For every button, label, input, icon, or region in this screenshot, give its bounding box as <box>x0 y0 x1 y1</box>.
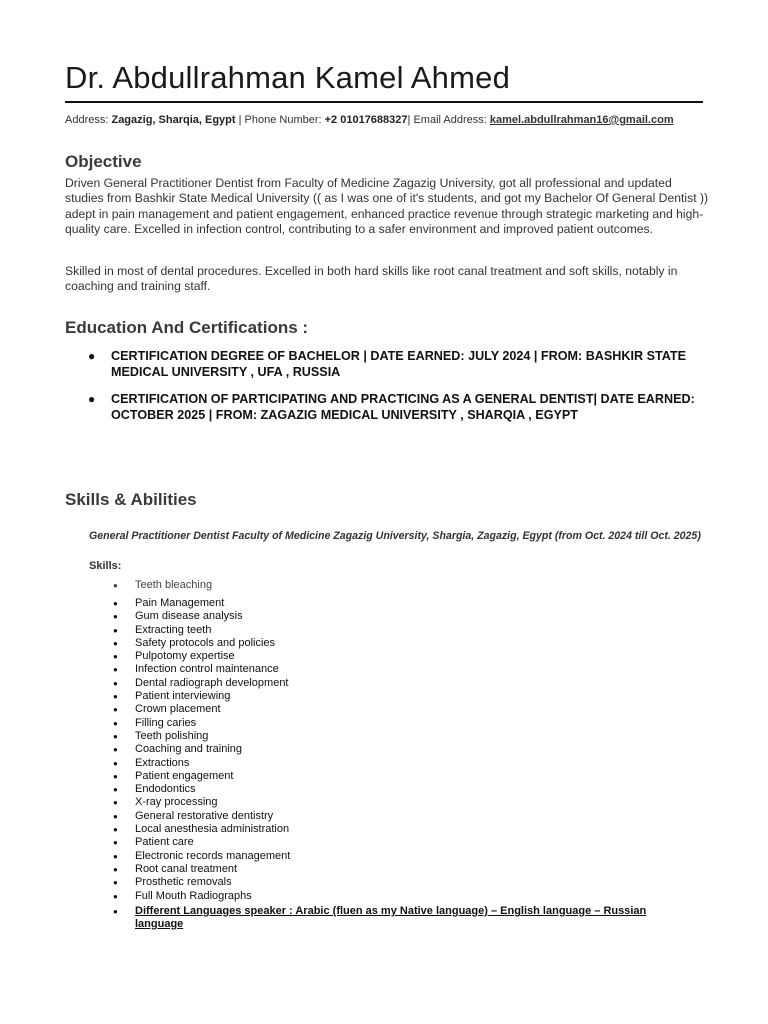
skill-item <box>113 597 693 610</box>
bullet-icon: ● <box>113 599 118 608</box>
bullet-icon: ● <box>113 625 118 635</box>
job-title: General Practitioner Dentist Faculty of Medicine Zagazig University, Shargia, Zagazig, Egypt (from Oct. 2024 till Oct. 2025) <box>89 530 701 542</box>
bullet-icon: ● <box>113 907 118 916</box>
bullet-icon: ● <box>113 745 118 755</box>
skill-item <box>113 690 693 703</box>
skill-item-text: Patient engagement <box>135 769 234 782</box>
title-divider <box>65 101 703 103</box>
bullet-icon: ● <box>113 851 118 861</box>
bullet-icon: ● <box>113 612 118 622</box>
address-value: Zagazig, Sharqia, Egypt <box>111 114 236 126</box>
skill-item <box>113 624 693 637</box>
skill-item <box>113 850 693 863</box>
skill-item-text: Extracting teeth <box>135 623 212 636</box>
bullet-icon: ● <box>113 638 118 648</box>
bullet-icon: ● <box>113 798 118 808</box>
education-item-text: CERTIFICATION OF PARTICIPATING AND PRACTICING AS A GENERAL DENTIST| DATE EARNED: OCTOBER 2025 | FROM: ZAGAZIG MEDICAL UNIVERSITY , SHARQIA , EGYPT <box>111 392 695 422</box>
skill-item-text: Crown placement <box>135 703 221 716</box>
objective-paragraph-1: Driven General Practitioner Dentist from Faculty of Medicine Zagazig University, got all professional and updated studies from Bashkir State Medical University (( as I was one of it's students, and got my Bachelor Of General Dentist )) adept in pain management and patient engagement, enhanced practice revenue through strategic marketing and high-quality care. Excelled in infection control, contributing to a safer environment and improved patient outcomes. <box>65 176 709 237</box>
skill-item-text: Filling caries <box>135 716 197 729</box>
bullet-icon: ● <box>113 811 118 821</box>
skill-item <box>113 876 693 889</box>
bullet-icon: ● <box>113 718 118 728</box>
skill-item-text: Full Mouth Radiographs <box>135 889 252 902</box>
bullet-icon: ● <box>113 878 118 888</box>
skill-item-text: Root canal treatment <box>135 862 238 875</box>
skill-item <box>113 717 693 730</box>
skill-item-text: Local anesthesia administration <box>135 823 290 836</box>
education-item <box>88 348 708 380</box>
bullet-icon: ● <box>113 771 118 781</box>
skill-item <box>113 890 693 903</box>
bullet-icon: ● <box>113 864 118 874</box>
skill-item <box>113 836 693 849</box>
bullet-icon: ● <box>113 838 118 848</box>
skills-heading: Skills & Abilities <box>65 490 197 509</box>
education-heading: Education And Certifications : <box>65 318 309 337</box>
skills-label: Skills: <box>89 560 122 572</box>
skill-item-text: Patient interviewing <box>135 690 231 703</box>
languages-text: Different Languages speaker : Arabic (fluen as my Native language) – English language – Russian language <box>135 905 647 930</box>
skill-item <box>113 730 693 743</box>
skill-item <box>113 663 693 676</box>
skill-item <box>113 650 693 663</box>
skill-item-text: Dental radiograph development <box>135 676 289 689</box>
skill-item-text: Endodontics <box>135 783 196 796</box>
skill-item-text: General restorative dentistry <box>135 809 274 822</box>
address-label: Address: <box>65 114 112 126</box>
bullet-icon: ● <box>88 349 96 363</box>
skill-item-text: Coaching and training <box>135 743 243 756</box>
email-link[interactable]: kamel.abdullrahman16@gmail.com <box>489 114 674 126</box>
skill-item-text: Extractions <box>135 756 190 769</box>
skill-item-text: Gum disease analysis <box>135 610 243 623</box>
skill-item <box>113 863 693 876</box>
skill-item-text: Pulpotomy expertise <box>135 650 235 663</box>
phone-label: | Phone Number: <box>235 114 325 126</box>
education-item-text: CERTIFICATION DEGREE OF BACHELOR | DATE EARNED: JULY 2024 | FROM: BASHKIR STATE MEDICAL UNIVERSITY , UFA , RUSSIA <box>111 349 686 379</box>
education-item <box>88 391 708 423</box>
skill-item <box>113 637 693 650</box>
email-label: | Email Address: <box>407 114 490 126</box>
skill-item-text: Prosthetic removals <box>135 876 232 889</box>
bullet-icon: ● <box>113 785 118 795</box>
skill-item <box>113 743 693 756</box>
skill-item <box>113 796 693 809</box>
skill-item-text: Safety protocols and policies <box>135 636 276 649</box>
bullet-icon: ● <box>113 581 118 590</box>
skill-item-text: Infection control maintenance <box>135 663 279 676</box>
objective-paragraph-2: Skilled in most of dental procedures. Excelled in both hard skills like root canal treatment and soft skills, notably in coaching and training staff. <box>65 264 678 294</box>
skill-list <box>113 597 693 903</box>
skill-item-text: Electronic records management <box>135 849 291 862</box>
bullet-icon: ● <box>113 665 118 675</box>
bullet-icon: ● <box>113 692 118 702</box>
skill-item <box>113 770 693 783</box>
bullet-icon: ● <box>113 705 118 715</box>
bullet-icon: ● <box>113 731 118 741</box>
objective-heading: Objective <box>65 152 142 171</box>
bullet-icon: ● <box>113 825 118 835</box>
skill-item-first <box>113 579 212 591</box>
page-title: Dr. Abdullrahman Kamel Ahmed <box>65 60 511 95</box>
skill-item-text: Pain Management <box>135 597 225 609</box>
skill-item <box>113 823 693 836</box>
education-list <box>88 348 708 434</box>
bullet-icon: ● <box>113 678 118 688</box>
skill-item <box>113 677 693 690</box>
skill-item <box>113 610 693 623</box>
bullet-icon: ● <box>113 758 118 768</box>
skill-item <box>113 783 693 796</box>
bullet-icon: ● <box>88 392 96 406</box>
skill-item-text: Patient care <box>135 836 194 849</box>
languages-item <box>113 905 693 931</box>
skill-item <box>113 757 693 770</box>
phone-value: +2 01017688327 <box>324 114 408 126</box>
contact-line <box>65 114 674 126</box>
bullet-icon: ● <box>113 652 118 662</box>
skill-item-text: X-ray processing <box>135 796 218 809</box>
bullet-icon: ● <box>113 891 118 901</box>
skill-item <box>113 703 693 716</box>
skill-item-text: Teeth bleaching <box>135 579 213 591</box>
skill-item-text: Teeth polishing <box>135 729 209 742</box>
skill-item <box>113 810 693 823</box>
